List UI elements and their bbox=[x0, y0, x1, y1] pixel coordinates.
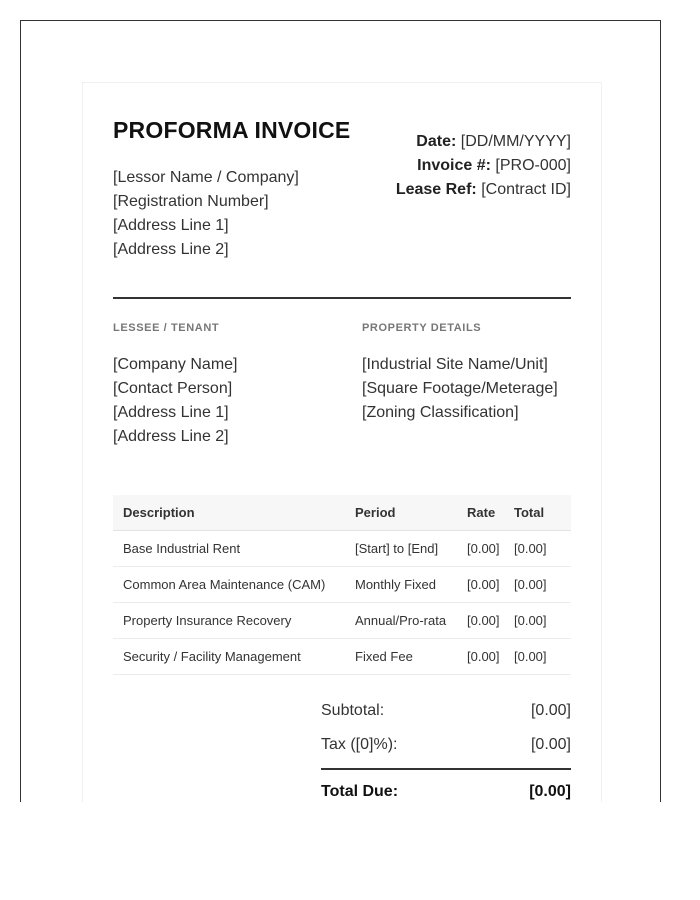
cell-period: Monthly Fixed bbox=[345, 567, 461, 603]
cell-rate: [0.00] bbox=[461, 639, 508, 675]
lease-ref-label: Lease Ref: bbox=[395, 181, 477, 198]
lessor-name: [Lessor Name / Company] bbox=[113, 169, 299, 186]
table-row bbox=[113, 567, 571, 603]
table-row bbox=[113, 639, 571, 675]
lease-ref-value: [Contract ID] bbox=[481, 181, 571, 198]
lessee-company: [Company Name] bbox=[113, 356, 238, 373]
totals-divider bbox=[321, 768, 571, 770]
property-site: [Industrial Site Name/Unit] bbox=[362, 356, 548, 373]
subtotal-value: [0.00] bbox=[530, 702, 571, 719]
line-items-table bbox=[113, 495, 571, 675]
lessor-block bbox=[113, 166, 299, 262]
page-frame bbox=[20, 20, 661, 802]
cell-total: [0.00] bbox=[508, 567, 571, 603]
cell-description: Common Area Maintenance (CAM) bbox=[113, 567, 345, 603]
cell-total: [0.00] bbox=[508, 639, 571, 675]
cell-period: Fixed Fee bbox=[345, 639, 461, 675]
date-value: [DD/MM/YYYY] bbox=[460, 133, 571, 150]
invoice-sheet bbox=[82, 82, 602, 802]
cell-description: Base Industrial Rent bbox=[113, 531, 345, 567]
cell-total: [0.00] bbox=[508, 603, 571, 639]
tax-row bbox=[321, 732, 571, 766]
meta-invoice-number bbox=[396, 154, 571, 178]
lessee-address-2: [Address Line 2] bbox=[113, 428, 229, 445]
cell-rate: [0.00] bbox=[461, 531, 508, 567]
cell-rate: [0.00] bbox=[461, 603, 508, 639]
total-due-label: Total Due: bbox=[321, 783, 399, 800]
header-divider bbox=[113, 297, 571, 299]
cell-rate: [0.00] bbox=[461, 567, 508, 603]
header-description: Description bbox=[113, 495, 345, 531]
totals-block bbox=[321, 698, 571, 802]
subtotal-label: Subtotal: bbox=[321, 702, 385, 719]
table-row bbox=[113, 531, 571, 567]
date-label: Date: bbox=[416, 133, 457, 150]
header-total: Total bbox=[508, 495, 571, 531]
header-rate: Rate bbox=[461, 495, 508, 531]
property-zoning: [Zoning Classification] bbox=[362, 404, 519, 421]
tax-value: [0.00] bbox=[530, 736, 571, 753]
table-header-row bbox=[113, 495, 571, 531]
invoice-title: PROFORMA INVOICE bbox=[113, 117, 351, 143]
total-due-value: [0.00] bbox=[529, 783, 571, 800]
lessor-address-2: [Address Line 2] bbox=[113, 241, 229, 258]
property-heading: PROPERTY DETAILS bbox=[362, 322, 482, 334]
cell-period: Annual/Pro-rata bbox=[345, 603, 461, 639]
lessee-heading: LESSEE / TENANT bbox=[113, 322, 220, 334]
lessee-address-1: [Address Line 1] bbox=[113, 404, 229, 421]
subtotal-row bbox=[321, 698, 571, 732]
table-row bbox=[113, 603, 571, 639]
header-period: Period bbox=[345, 495, 461, 531]
meta-lease-ref bbox=[396, 178, 571, 202]
invoice-meta bbox=[396, 130, 571, 202]
lessor-address-1: [Address Line 1] bbox=[113, 217, 229, 234]
meta-date bbox=[396, 130, 571, 154]
total-due-row bbox=[321, 779, 571, 802]
cell-total: [0.00] bbox=[508, 531, 571, 567]
cell-period: [Start] to [End] bbox=[345, 531, 461, 567]
tax-label: Tax ([0]%): bbox=[321, 736, 398, 753]
lessee-contact: [Contact Person] bbox=[113, 380, 233, 397]
lessor-registration: [Registration Number] bbox=[113, 193, 269, 210]
lessee-block bbox=[113, 353, 238, 449]
property-size: [Square Footage/Meterage] bbox=[362, 380, 558, 397]
cell-description: Security / Facility Management bbox=[113, 639, 345, 675]
cell-description: Property Insurance Recovery bbox=[113, 603, 345, 639]
invoice-number-label: Invoice #: bbox=[417, 157, 491, 174]
property-block bbox=[362, 353, 558, 425]
invoice-number-value: [PRO-000] bbox=[495, 157, 571, 174]
